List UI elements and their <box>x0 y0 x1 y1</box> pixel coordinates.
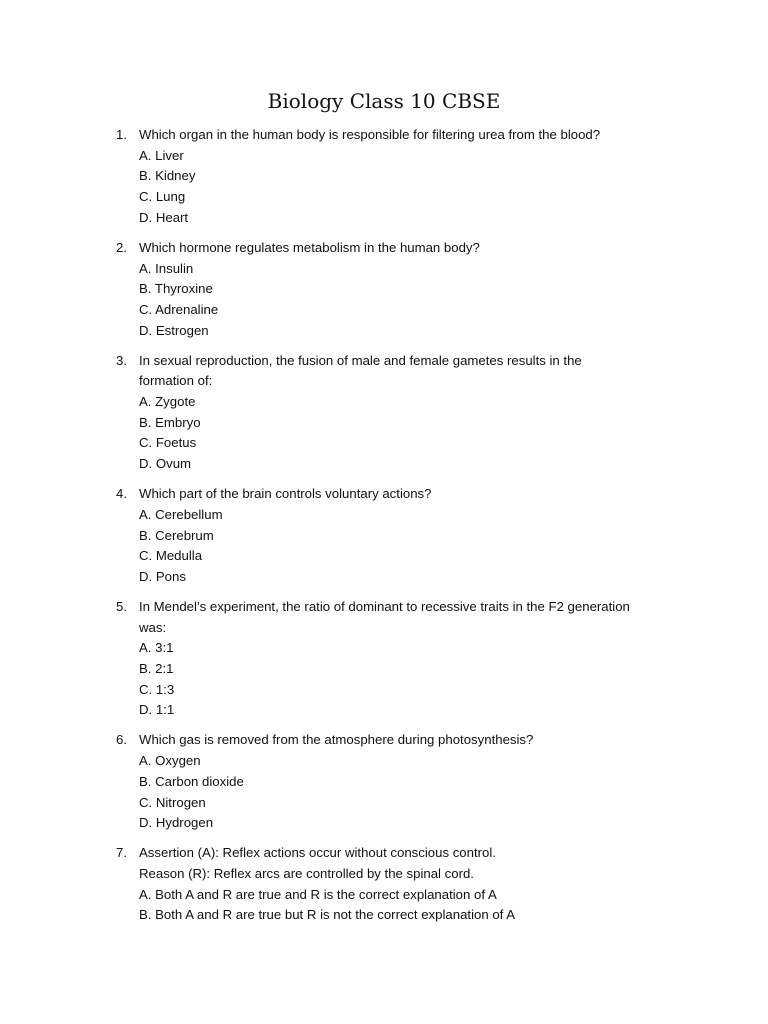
answer-option: A. Liver <box>139 147 184 163</box>
answer-option: D. Estrogen <box>139 322 209 338</box>
question-number: 7. <box>116 845 127 861</box>
question-text: formation of: <box>139 373 213 389</box>
question-text: In Mendel’s experiment, the ratio of dominant to recessive traits in the F2 generation <box>139 598 630 614</box>
answer-option: C. Nitrogen <box>139 794 206 810</box>
answer-option: B. 2:1 <box>139 661 174 677</box>
answer-option: C. 1:3 <box>139 681 175 697</box>
question-number: 4. <box>116 486 127 502</box>
answer-option: D. Heart <box>139 209 189 225</box>
question-item <box>116 730 716 834</box>
answer-option: C. Medulla <box>139 548 203 564</box>
question-number: 3. <box>116 352 127 368</box>
page-title: Biology Class 10 CBSE <box>267 89 501 113</box>
question-number: 2. <box>116 239 127 255</box>
question-text: Which organ in the human body is responsible for filtering urea from the blood? <box>139 127 601 142</box>
answer-option: C. Lung <box>139 189 186 205</box>
answer-option: B. Embryo <box>139 414 201 430</box>
answer-option: A. Insulin <box>139 260 194 276</box>
question-number: 6. <box>116 732 127 748</box>
answer-option: D. Ovum <box>139 456 192 472</box>
question-text: Which part of the brain controls voluntary actions? <box>139 486 432 502</box>
question-item <box>116 351 716 475</box>
question-item <box>116 238 716 342</box>
answer-option: B. Carbon dioxide <box>139 773 244 789</box>
answer-option: B. Thyroxine <box>139 281 213 297</box>
question-number: 1. <box>116 127 127 142</box>
question-item <box>116 484 716 588</box>
answer-option: A. Both A and R are true and R is the correct explanation of A <box>139 886 497 902</box>
question-item <box>116 125 716 229</box>
answer-option: A. Cerebellum <box>139 506 223 522</box>
question-text: Which gas is removed from the atmosphere during photosynthesis? <box>139 732 534 748</box>
answer-option: B. Both A and R are true but R is not the correct explanation of A <box>139 907 516 923</box>
answer-option: D. Pons <box>139 568 186 584</box>
answer-option: C. Foetus <box>139 435 197 451</box>
answer-option: D. Hydrogen <box>139 815 214 831</box>
answer-option: D. 1:1 <box>139 702 175 718</box>
answer-option: C. Adrenaline <box>139 301 219 317</box>
answer-option: A. 3:1 <box>139 640 174 656</box>
question-item <box>116 843 716 926</box>
question-item <box>116 597 716 721</box>
answer-option: B. Kidney <box>139 168 196 184</box>
question-text: In sexual reproduction, the fusion of male and female gametes results in the <box>139 352 582 368</box>
answer-option: A. Zygote <box>139 394 196 410</box>
answer-option: B. Cerebrum <box>139 527 214 543</box>
question-text: Assertion (A): Reflex actions occur without conscious control. <box>139 845 496 861</box>
question-list <box>116 125 716 935</box>
question-text: Reason (R): Reflex arcs are controlled by the spinal cord. <box>139 865 474 881</box>
answer-option: A. Oxygen <box>139 753 201 769</box>
question-text: Which hormone regulates metabolism in the human body? <box>139 239 480 255</box>
question-number: 5. <box>116 598 127 614</box>
question-text: was: <box>139 619 167 635</box>
